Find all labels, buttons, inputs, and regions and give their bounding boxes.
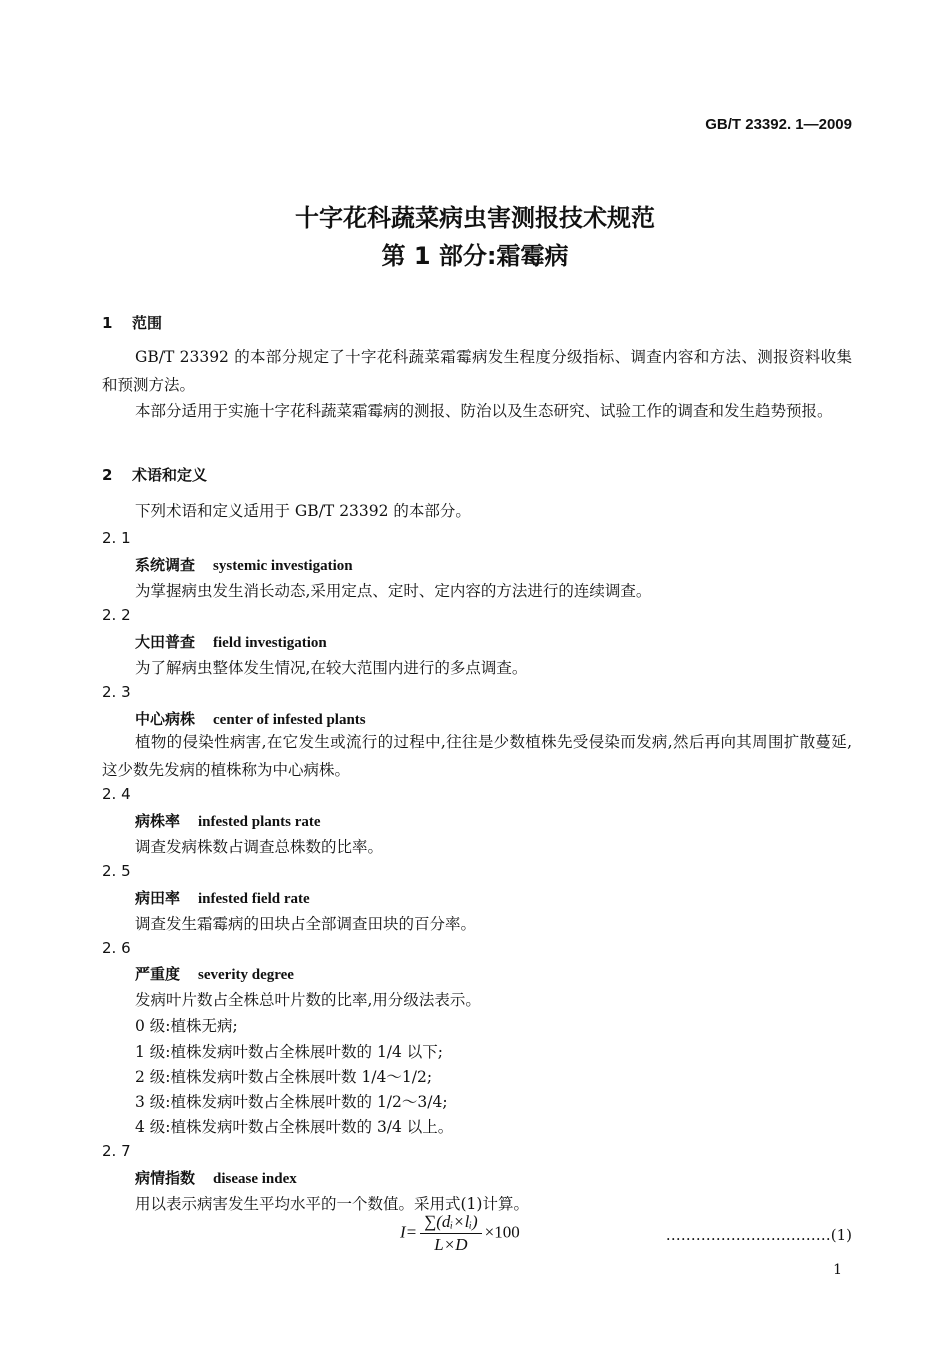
term-heading [135,887,310,908]
term-en: systemic investigation [213,558,353,574]
disease-index-formula [400,1212,520,1255]
term-en: disease index [213,1171,297,1187]
section-1-paragraph-1: GB/T 23392 的本部分规定了十字花科蔬菜霜霉病发生程度分级指标、调查内容和方法、测报资料收集和预测方法。 [102,348,852,394]
section-title: 术语和定义 [132,466,208,484]
term-en: field investigation [213,635,327,651]
term-definition: 调查发生霜霉病的田块占全部调查田块的百分率。 [135,915,477,933]
term-heading [135,708,366,729]
section-number: 2 [102,466,113,484]
term-cn: 严重度 [135,965,181,983]
term-cn: 中心病株 [135,710,196,728]
formula-tail: ×100 [484,1222,520,1242]
term-definition: 为了解病虫整体发生情况,在较大范围内进行的多点调查。 [135,659,528,677]
document-subtitle: 第 1 部分:霜霉病 [381,242,569,270]
clause-number: 2. 3 [102,683,131,701]
term-en: severity degree [198,967,294,983]
term-cn: 病情指数 [135,1169,196,1187]
clause-number: 2. 5 [102,862,131,880]
clause-number: 2. 4 [102,785,131,803]
section-2-heading [102,464,207,485]
term-heading [135,554,353,575]
formula-fraction [420,1212,482,1255]
section-number: 1 [102,314,113,332]
formula-lhs: I= [400,1222,418,1242]
term-definition: 发病叶片数占全株总叶片数的比率,用分级法表示。 [135,991,481,1009]
term-heading [135,631,327,652]
formula-denominator: L×D [434,1235,468,1254]
term-en: center of infested plants [213,712,366,728]
standard-number: GB/T 23392. 1—2009 [705,116,852,133]
term-definition: 调查发病株数占调查总株数的比率。 [135,838,384,856]
formula-numerator: ∑(dᵢ×lᵢ) [420,1212,482,1234]
term-definition: 为掌握病虫发生消长动态,采用定点、定时、定内容的方法进行的连续调查。 [135,582,652,600]
clause-number: 2. 2 [102,606,131,624]
term-cn: 病田率 [135,889,181,907]
severity-level: 4 级:植株发病叶数占全株展叶数的 3/4 以上。 [135,1118,454,1136]
section-1-paragraph-2: 本部分适用于实施十字花科蔬菜霜霉病的测报、防治以及生态研究、试验工作的调查和发生趋势预报。 [135,402,833,420]
equation-number: ……………………………(1) [665,1226,852,1244]
term-heading [135,810,321,831]
term-en: infested plants rate [198,814,321,830]
term-heading [135,963,294,984]
severity-level: 0 级:植株无病; [135,1017,238,1035]
term-heading [135,1167,297,1188]
severity-level: 2 级:植株发病叶数占全株展叶数 1/4～1/2; [135,1068,433,1086]
page-number: 1 [833,1262,842,1278]
term-cn: 系统调查 [135,556,196,574]
clause-number: 2. 6 [102,939,131,957]
section-1-heading [102,312,162,333]
clause-number: 2. 1 [102,529,131,547]
section-title: 范围 [132,314,163,332]
term-cn: 大田普查 [135,633,196,651]
document-title: 十字花科蔬菜病虫害测报技术规范 [295,204,655,232]
term-cn: 病株率 [135,812,181,830]
section-2-intro: 下列术语和定义适用于 GB/T 23392 的本部分。 [135,502,471,520]
clause-number: 2. 7 [102,1142,131,1160]
term-definition: 用以表示病害发生平均水平的一个数值。采用式(1)计算。 [135,1195,529,1213]
term-en: infested field rate [198,891,310,907]
severity-level: 3 级:植株发病叶数占全株展叶数的 1/2～3/4; [135,1093,448,1111]
term-definition: 植物的侵染性病害,在它发生或流行的过程中,往往是少数植株先受侵染而发病,然后再向其周围扩散蔓延,这少数先发病的植株称为中心病株。 [102,733,852,779]
severity-level: 1 级:植株发病叶数占全株展叶数的 1/4 以下; [135,1043,444,1061]
